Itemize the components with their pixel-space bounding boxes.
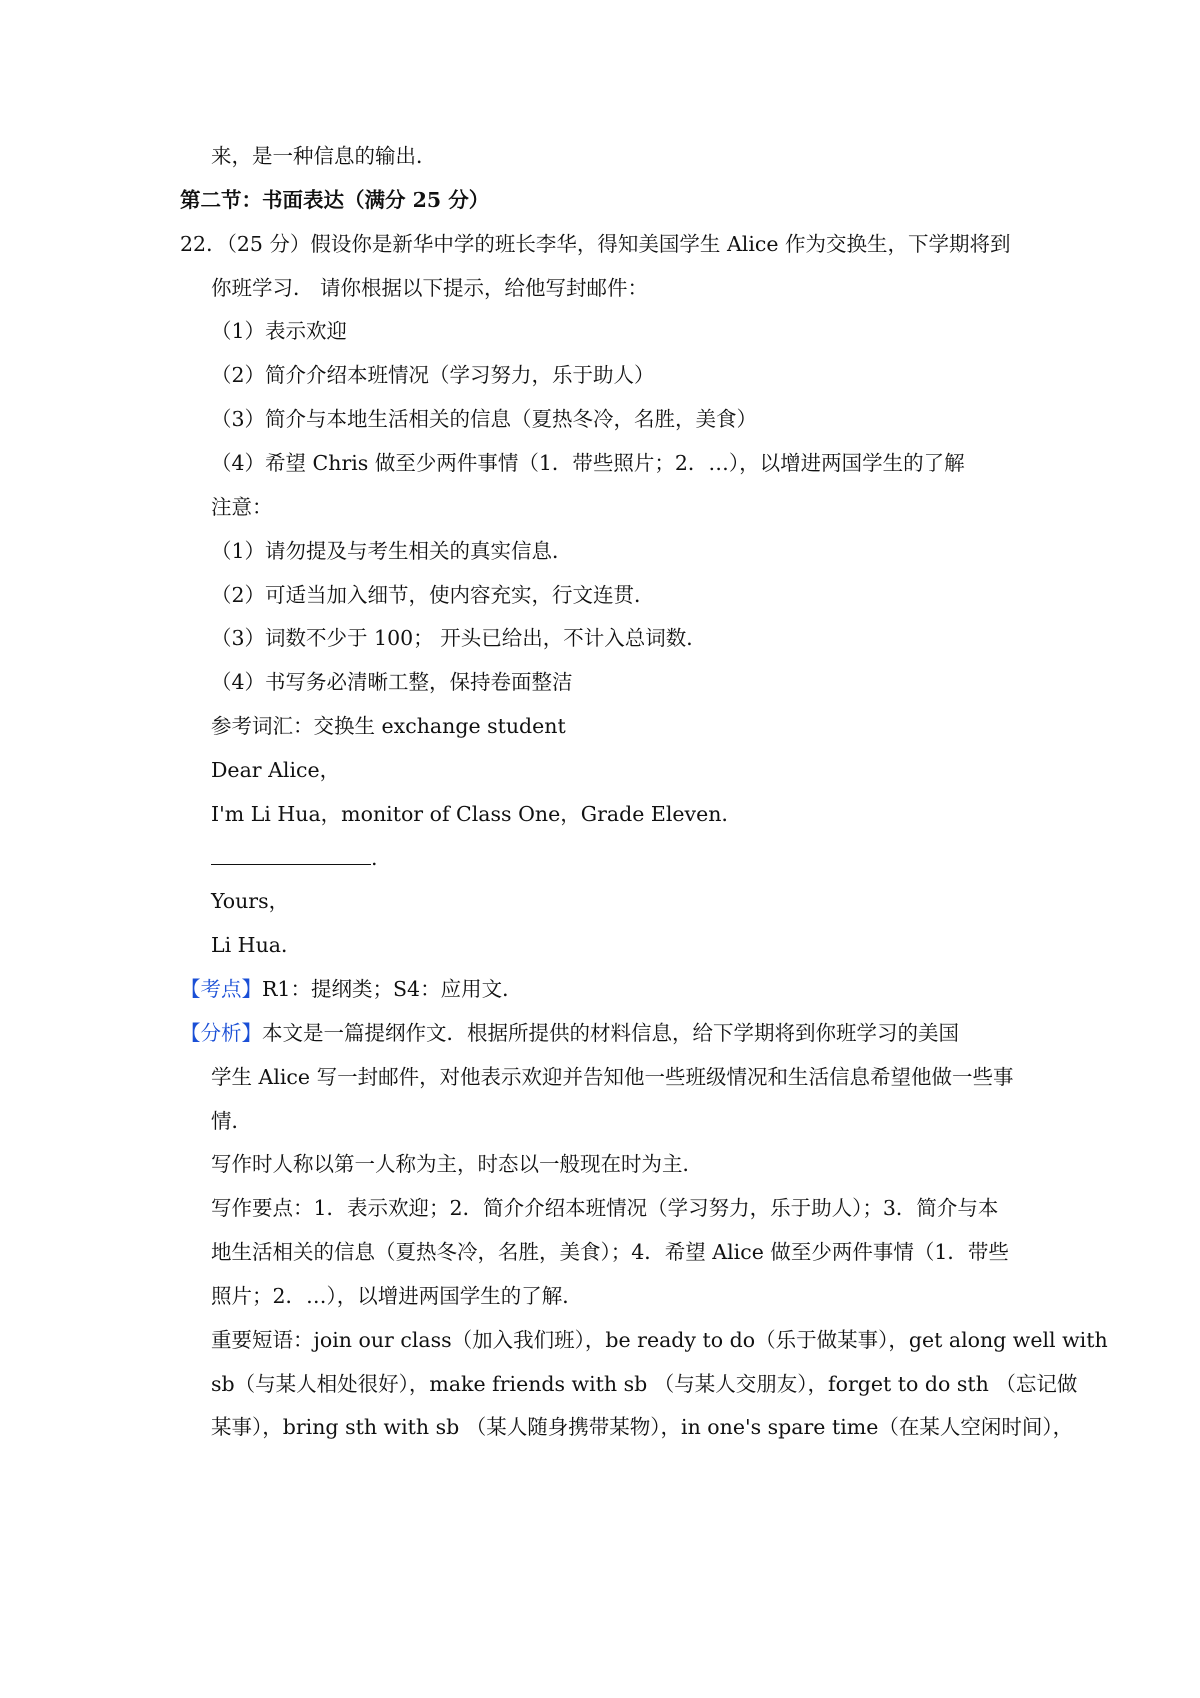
letter-greeting: Dear Alice， — [211, 758, 341, 782]
analysis-line-1 — [180, 1018, 1000, 1048]
question-text-line-1: 22．（25 分）假设你是新华中学的班长李华，得知美国学生 Alice 作为交换生，下学期将到 — [180, 232, 1011, 256]
prompt-item: （4）希望 Chris 做至少两件事情（1．带些照片；2．…），以增进两国学生的了解 — [211, 451, 965, 475]
kaodian-line — [180, 974, 1000, 1004]
analysis-line-2: 学生 Alice 写一封邮件，对他表示欢迎并告知他一些班级情况和生活信息希望他做一些事 — [211, 1065, 1014, 1089]
letter-opening: I'm Li Hua，monitor of Class One，Grade Eleven． — [211, 802, 742, 826]
notice-item: （1）请勿提及与考生相关的真实信息． — [211, 539, 573, 563]
question-text-line-2: 你班学习． 请你根据以下提示，给他写封邮件： — [211, 276, 649, 300]
phrases-line-1: 重要短语：join our class（加入我们班），be ready to do（乐于做某事），get along well with — [211, 1328, 1108, 1352]
writing-points-line-2: 地生活相关的信息（夏热冬冷，名胜，美食）；4．希望 Alice 做至少两件事情（1．带些 — [211, 1240, 1009, 1264]
blank-period: . — [371, 846, 378, 870]
kaodian-text: R1：提纲类；S4：应用文． — [262, 977, 523, 1001]
writing-points-line-1: 写作要点：1．表示欢迎；2．简介介绍本班情况（学习努力，乐于助人）；3．简介与本 — [211, 1196, 999, 1220]
section-heading: 第二节：书面表达（满分 25 分） — [180, 188, 490, 212]
analysis-tag: 【分析】 — [180, 1021, 262, 1045]
letter-closing: Yours， — [211, 889, 290, 913]
letter-blank-line — [211, 843, 1031, 873]
person-tense-note: 写作时人称以第一人称为主，时态以一般现在时为主． — [211, 1152, 703, 1176]
prompt-item: （2）简介介绍本班情况（学习努力，乐于助人） — [211, 363, 655, 387]
prompt-item: （1）表示欢迎 — [211, 319, 348, 343]
notice-item: （3）词数不少于 100； 开头已给出，不计入总词数． — [211, 626, 707, 650]
letter-signature: Li Hua． — [211, 933, 302, 957]
phrases-line-3: 某事），bring sth with sb （某人随身携带某物），in one's spare time（在某人空闲时间）， — [211, 1415, 1074, 1439]
notice-label: 注意： — [211, 495, 273, 519]
analysis-text: 本文是一篇提纲作文．根据所提供的材料信息，给下学期将到你班学习的美国 — [262, 1021, 959, 1045]
analysis-line-3: 情． — [211, 1109, 252, 1133]
reference-vocabulary: 参考词汇：交换生 exchange student — [211, 714, 566, 738]
writing-blank — [211, 844, 371, 865]
notice-item: （4）书写务必清晰工整，保持卷面整洁 — [211, 670, 573, 694]
previous-answer-continuation: 来，是一种信息的输出． — [211, 144, 437, 168]
prompt-item: （3）简介与本地生活相关的信息（夏热冬冷，名胜，美食） — [211, 407, 758, 431]
phrases-line-2: sb（与某人相处很好），make friends with sb （与某人交朋友），forget to do sth （忘记做 — [211, 1372, 1078, 1396]
writing-points-line-3: 照片；2．…），以增进两国学生的了解． — [211, 1284, 583, 1308]
kaodian-tag: 【考点】 — [180, 977, 262, 1001]
notice-item: （2）可适当加入细节，使内容充实，行文连贯． — [211, 583, 655, 607]
